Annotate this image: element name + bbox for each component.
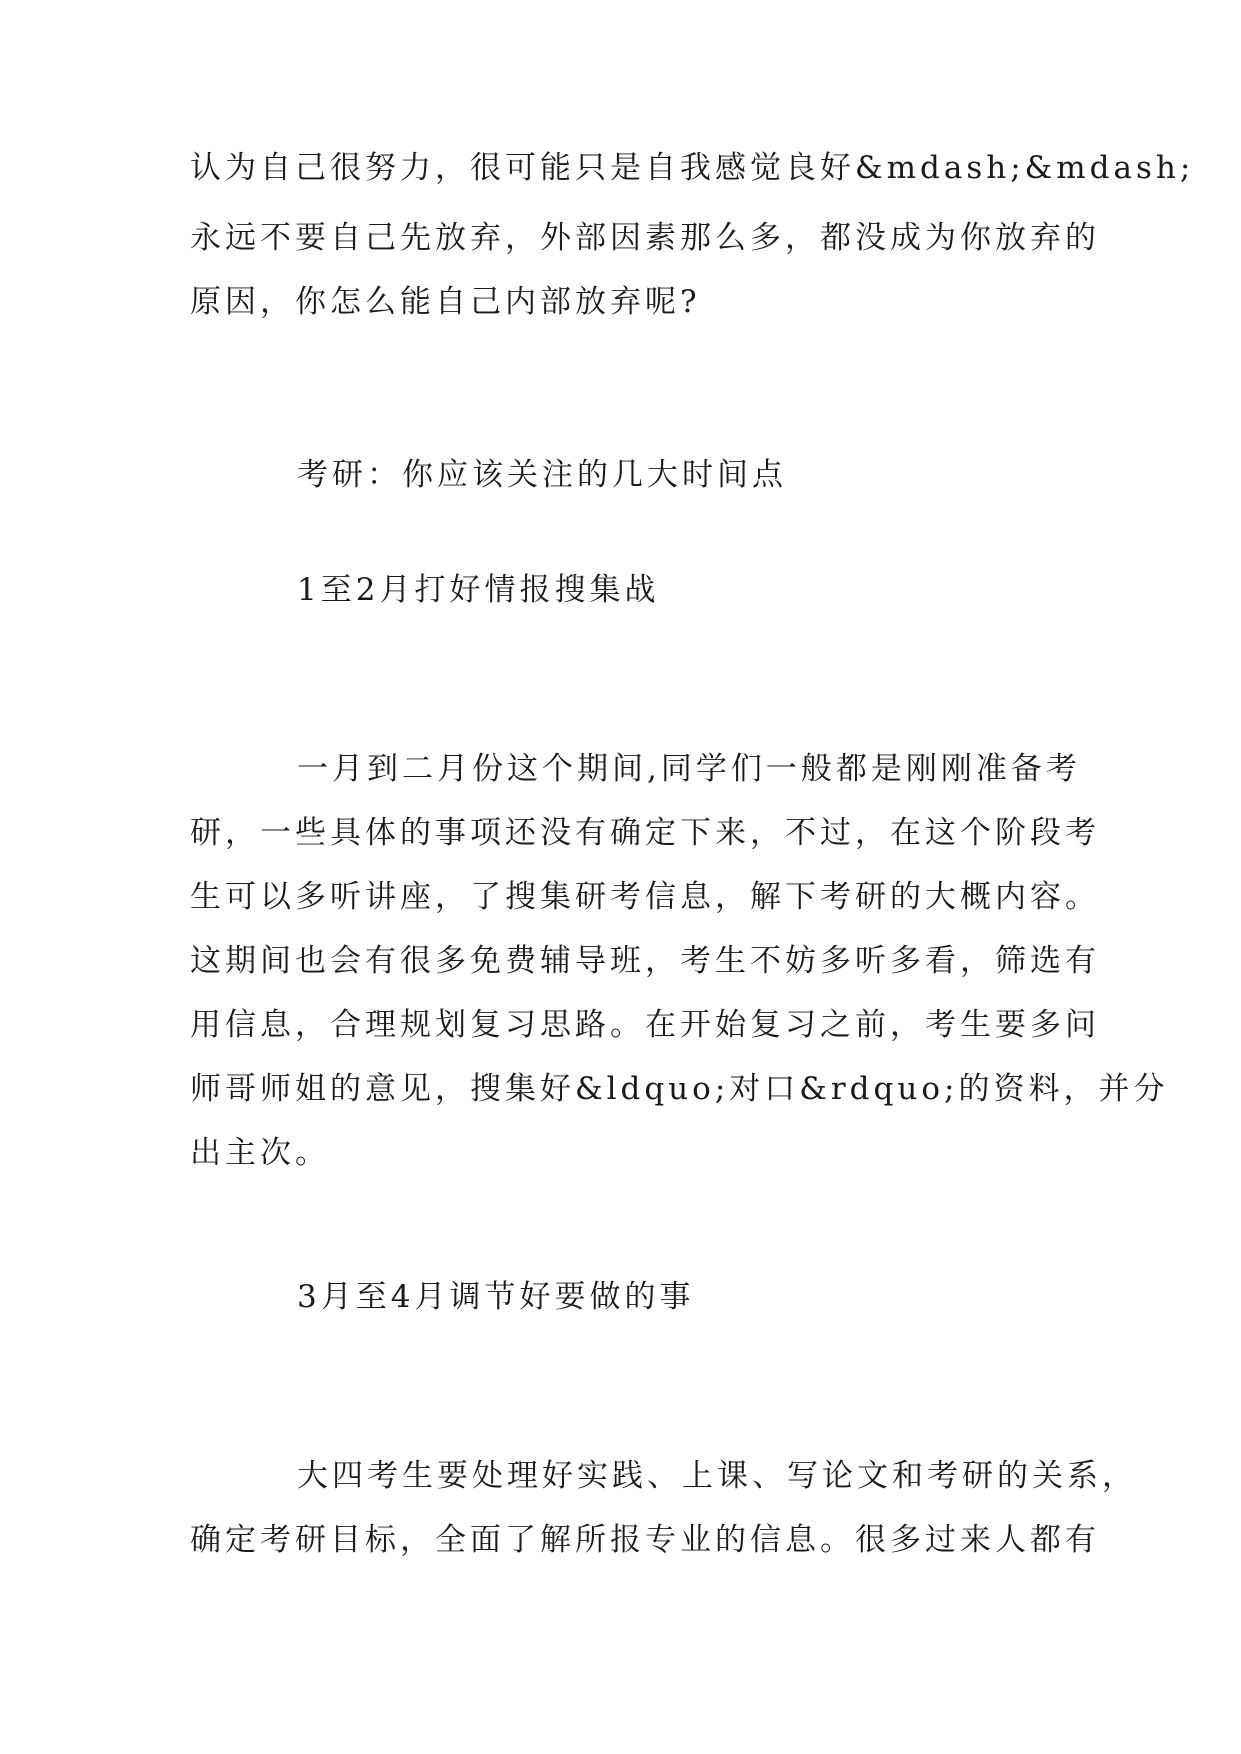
intro-line-2: 永远不要自己先放弃，外部因素那么多，都没成为你放弃的	[190, 220, 1100, 256]
heading-mar-apr: 3月至4月调节好要做的事	[297, 1279, 695, 1315]
para1-line-3: 生可以多听讲座，了搜集研考信息，解下考研的大概内容。	[190, 879, 1100, 915]
para1-line-5: 用信息，合理规划复习思路。在开始复习之前，考生要多问	[190, 1007, 1100, 1043]
heading-jan-feb: 1至2月打好情报搜集战	[297, 572, 660, 608]
intro-line-1: 认为自己很努力，很可能只是自我感觉良好&mdash;&mdash;	[190, 150, 1195, 186]
para2-line-1: 大四考生要处理好实践、上课、写论文和考研的关系，	[297, 1458, 1137, 1494]
section-title: 考研：你应该关注的几大时间点	[297, 457, 787, 493]
para1-line-6: 师哥师姐的意见，搜集好&ldquo;对口&rdquo;的资料，并分	[190, 1071, 1169, 1107]
para1-line-2: 研，一些具体的事项还没有确定下来，不过，在这个阶段考	[190, 815, 1100, 851]
para1-line-1: 一月到二月份这个期间,同学们一般都是刚刚准备考	[297, 751, 1081, 787]
para1-line-4: 这期间也会有很多免费辅导班，考生不妨多听多看，筛选有	[190, 943, 1100, 979]
para2-line-2: 确定考研目标，全面了解所报专业的信息。很多过来人都有	[190, 1522, 1100, 1558]
para1-line-7: 出主次。	[190, 1135, 330, 1171]
intro-line-3: 原因，你怎么能自己内部放弃呢?	[190, 284, 701, 320]
